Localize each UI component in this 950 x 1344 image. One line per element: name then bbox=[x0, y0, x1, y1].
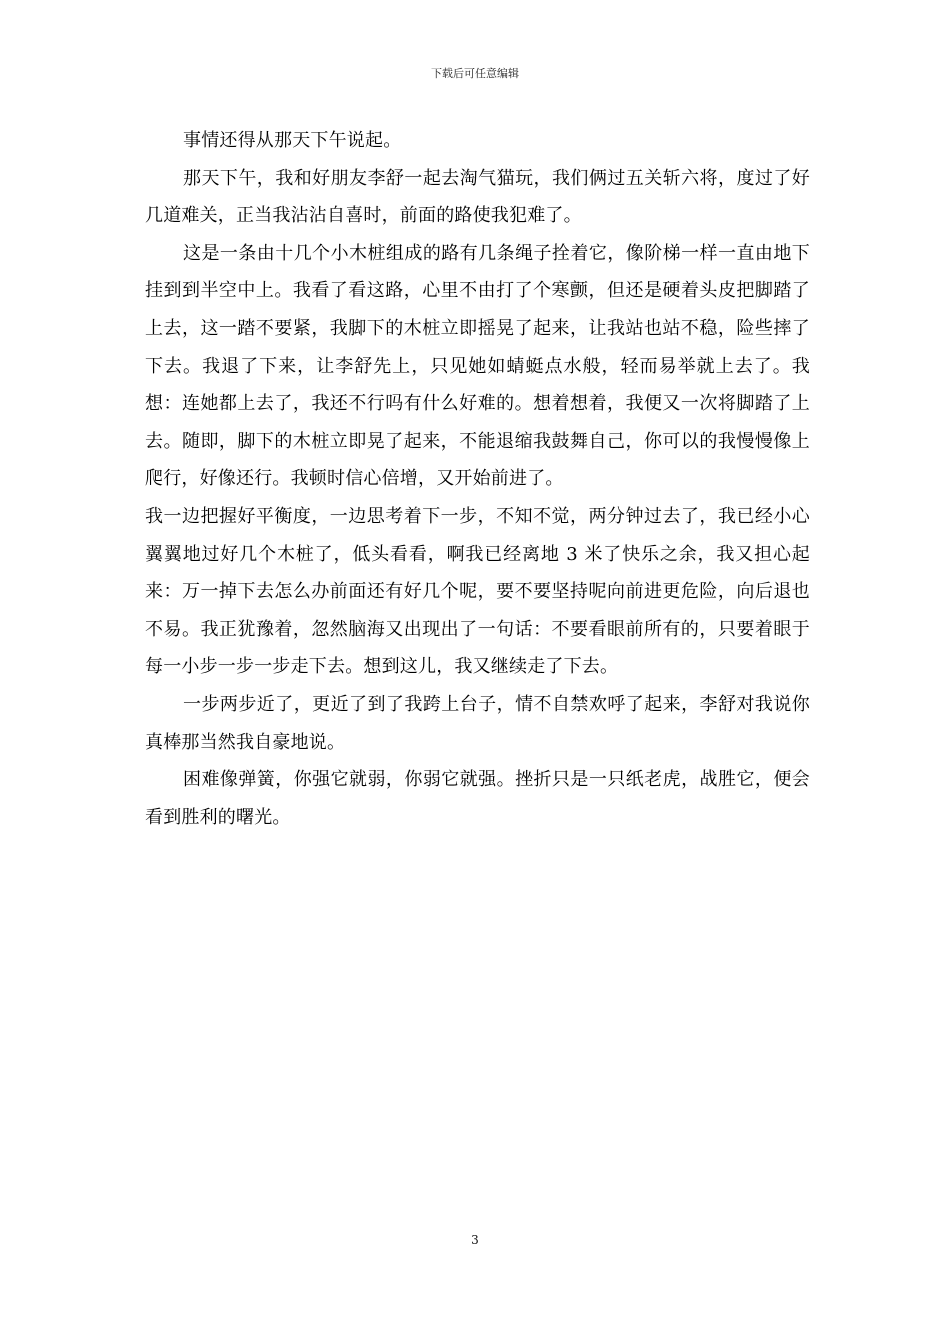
page-number: 3 bbox=[471, 1233, 479, 1247]
paragraph: 一步两步近了，更近了到了我跨上台子，情不自禁欢呼了起来，李舒对我说你真棒那当然我自豪地说。 bbox=[145, 693, 810, 753]
page-header: 下载后可任意编辑 bbox=[431, 67, 519, 80]
paragraph: 事情还得从那天下午说起。 bbox=[183, 130, 402, 151]
paragraph: 困难像弹簧，你强它就弱，你弱它就强。挫折只是一只纸老虎，战胜它，便会看到胜利的曙光。 bbox=[145, 769, 810, 828]
paragraph: 那天下午，我和好朋友李舒一起去淘气猫玩，我们俩过五关斩六将，度过了好几道难关，正当我沾沾自喜时，前面的路使我犯难了。 bbox=[145, 167, 810, 227]
paragraph: 我一边把握好平衡度，一边思考着下一步，不知不觉，两分钟过去了，我已经小心翼翼地过好几个木桩了，低头看看，啊我已经离地 3 米了快乐之余，我又担心起来：万一掉下去怎么办前面还有好几个呢，要不要坚持呢向前进更危险，向后退也不易。我正犹豫着，忽然脑海又出现出了一句话：不要看眼前所有的，只要着眼于每一小步一步一步走下去。想到这儿，我又继续走了下去。 bbox=[145, 505, 810, 678]
document-body bbox=[145, 122, 810, 836]
paragraph: 这是一条由十几个小木桩组成的路有几条绳子拴着它，像阶梯一样一直由地下挂到到半空中上。我看了看这路，心里不由打了个寒颤，但还是硬着头皮把脚踏了上去，这一踏不要紧，我脚下的木桩立即摇晃了起来，让我站也站不稳，险些摔了下去。我退了下来，让李舒先上，只见她如蜻蜓点水般，轻而易举就上去了。我想：连她都上去了，我还不行吗有什么好难的。想着想着，我便又一次将脚踏了上去。随即，脚下的木桩立即晃了起来，不能退缩我鼓舞自己，你可以的我慢慢像上爬行，好像还行。我顿时信心倍增，又开始前进了。 bbox=[145, 242, 810, 490]
